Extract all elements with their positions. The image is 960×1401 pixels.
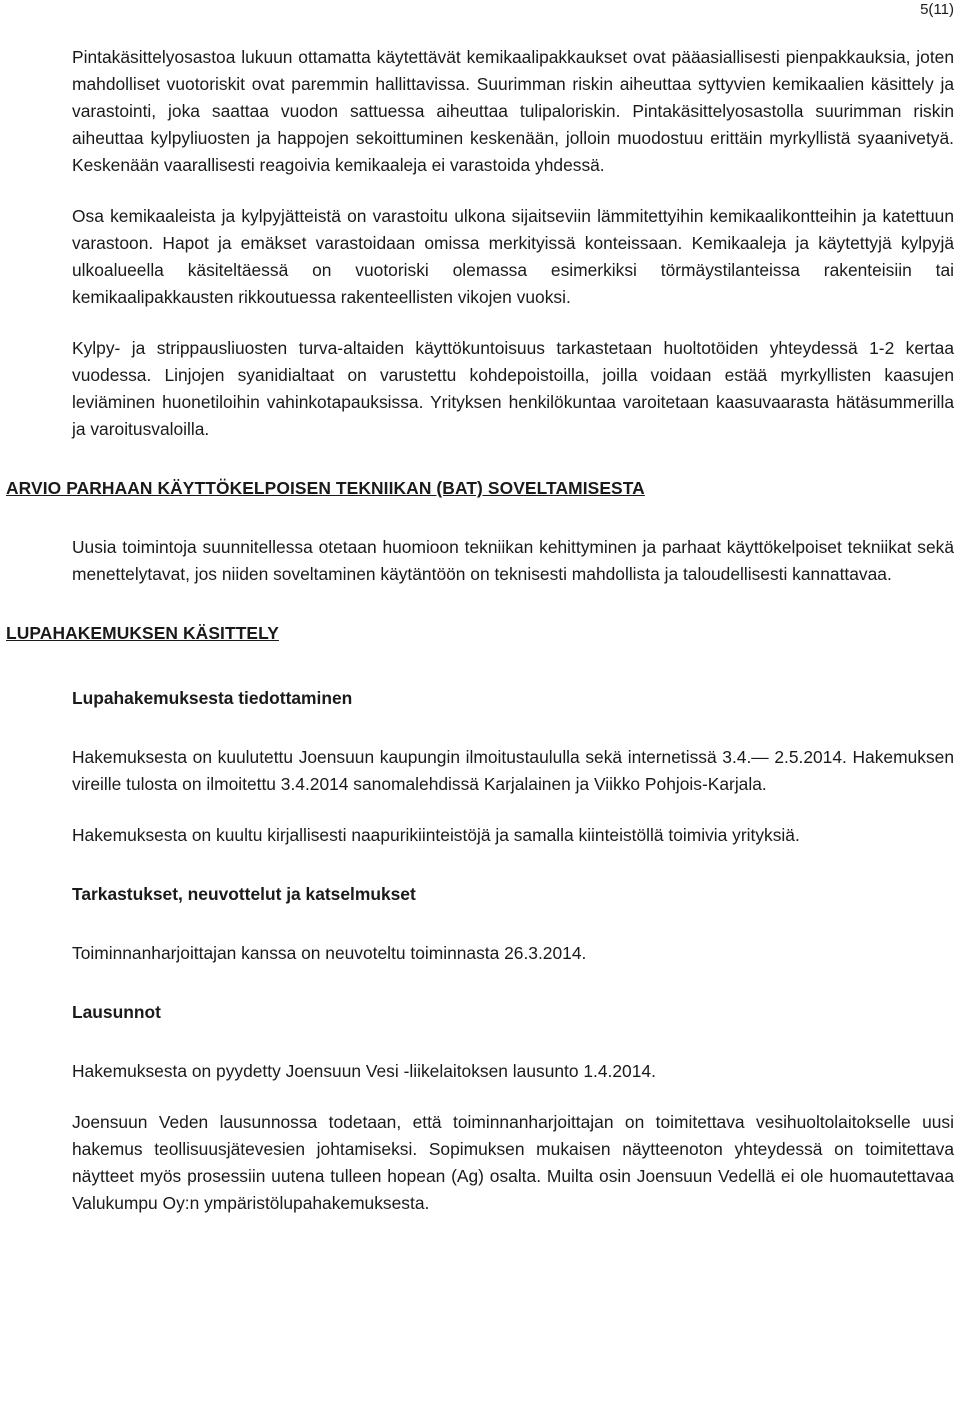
paragraph-bat: Uusia toimintoja suunnitellessa otetaan huomioon tekniikan kehittyminen ja parhaat käyttökelpoiset tekniikat sekä menettelytavat, jos niiden soveltaminen käytäntöön on teknisesti mahdollista ja taloudellisesti kannattavaa. [72,537,954,584]
paragraph-chemical-packaging: Pintakäsittelyosastoa lukuun ottamatta käytettävät kemikaalipakkaukset ovat pääasiallisesti pienpakkauksia, joten mahdolliset vuotoriskit ovat paremmin hallittavissa. Suurimman riskin aiheuttaa syttyvien kemikaalien käsittely ja varastointi, joka saattaa vuodon sattuessa aiheuttaa tulipaloriskin. Pintakäsittelyosastolla suurimman riskin aiheuttaa kylpyliuosten ja happojen sekoittuminen keskenään, jolloin muodostuu erittäin myrkyllistä syaanivetyä. Keskenään vaarallisesti reagoivia kemikaaleja ei varastoida yhdessä. [72,47,954,175]
paragraph-neighbor-hearing: Hakemuksesta on kuultu kirjallisesti naapurikiinteistöjä ja samalla kiinteistöllä toimivia yrityksiä. [72,825,800,845]
page-number: 5(11) [920,1,954,18]
paragraph-water-utility-statement: Joensuun Veden lausunnossa todetaan, että toiminnanharjoittajan on toimitettava vesihuoltolaitokselle uusi hakemus teollisuusjätevesien johtamiseksi. Sopimuksen mukaisen näytteenoton yhteydessä on toimitettava näytteet myös prosessiin uutena tulleen hopean (Ag) osalta. Muilta osin Joensuun Vedellä ei ole huomautettavaa Valukumpu Oy:n ympäristölupahakemuksesta. [72,1112,954,1213]
paragraph-announcement: Hakemuksesta on kuulutettu Joensuun kaupungin ilmoitustaululla sekä internetissä 3.4.— 2.5.2014. Hakemuksen vireille tulosta on ilmoitettu 3.4.2014 sanomalehdissä Karjalainen ja Viikko Pohjois-Karjala. [72,747,954,794]
document-body [0,44,960,1217]
paragraph-negotiation: Toiminnanharjoittajan kanssa on neuvoteltu toiminnasta 26.3.2014. [72,943,587,963]
paragraph-statement-request: Hakemuksesta on pyydetty Joensuun Vesi -liikelaitoksen lausunto 1.4.2014. [72,1061,656,1081]
heading-statements: Lausunnot [72,1002,161,1022]
paragraph-chemical-storage: Osa kemikaaleista ja kylpyjätteistä on varastoitu ulkona sijaitseviin lämmitettyihin kemikaalikontteihin ja katettuun varastoon. Hapot ja emäkset varastoidaan omissa merkityissä konteissaan. Kemikaaleja ja käytettyjä kylpyjä ulkoalueella käsiteltäessä on vuotoriski olemassa esimerkiksi törmäystilanteissa rakenteisiin tai kemikaalipakkausten rikkoutuessa rakenteellisten vikojen vuoksi. [72,206,954,307]
heading-bat-assessment: ARVIO PARHAAN KÄYTTÖKELPOISEN TEKNIIKAN (BAT) SOVELTAMISESTA [6,478,645,498]
heading-application-notice: Lupahakemuksesta tiedottaminen [72,688,353,708]
heading-inspections: Tarkastukset, neuvottelut ja katselmukset [72,884,416,904]
paragraph-safety-basins: Kylpy- ja strippausliuosten turva-altaiden käyttökuntoisuus tarkastetaan huoltotöiden yhteydessä 1-2 kertaa vuodessa. Linjojen syanidialtaat on varustettu kohdepoistoilla, joilla voidaan estää myrkyllisten kaasujen leviäminen huonetiloihin vahinkotapauksissa. Yrityksen henkilökuntaa varoitetaan kaasuvaarasta hätäsummerilla ja varoitusvaloilla. [72,338,954,439]
heading-permit-processing: LUPAHAKEMUKSEN KÄSITTELY [6,623,279,643]
